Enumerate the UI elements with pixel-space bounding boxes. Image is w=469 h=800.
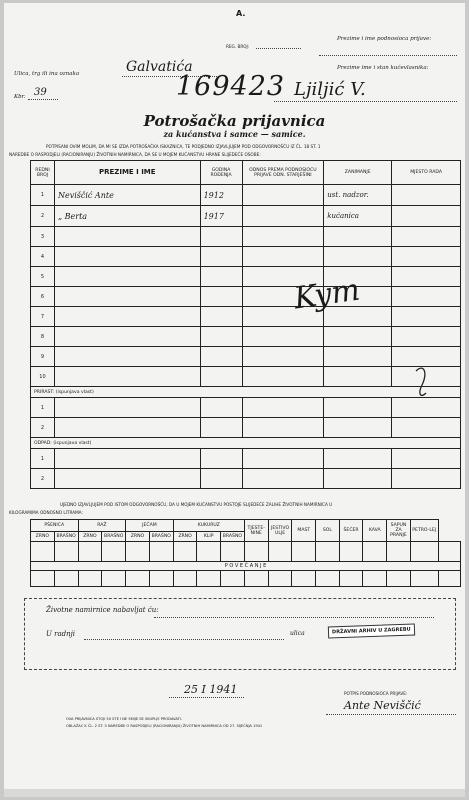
shop-label: U radnji [46,630,76,638]
row-number: 8 [31,327,55,347]
reg-label: REG. BROJ: [226,44,250,49]
landlord-value: Ljiljić V. [294,79,366,100]
sub-flour: BRAŠNO [149,532,173,542]
check-mark-icon [412,363,432,403]
supply-label: Životne namirnice nabavljat ću: [46,606,159,614]
stock-sugar: ŠEĆER [339,520,363,542]
intro-line-1: POTPISANI OVIM MOLIM, DA MI SE IZDA POTROŠAČKA ISKAZNICA, TE PODJEDNO IZJAVLJUJEM POD ODGOVORNOŠĆU IZ ČL. 18 ST. 1 [46,144,321,149]
street-value: Galvatića [126,59,193,75]
officer-scribble: Kym [291,272,363,317]
table-row [31,307,461,327]
applicant-label: Prezime i ime podnosioca prijave: [337,36,432,42]
stock-group-barley: JEČAM [126,520,174,532]
row-number: 4 [31,247,55,267]
col-place: MJESTO RADA [392,161,461,185]
form-letter: A. [236,9,246,18]
sub-grain: ZRNO [173,532,197,542]
street-label: Ulica, trg ili ina oznaka [14,71,80,77]
intro-line-2: NAREDBE O RASPODJELI (RACIONIRANJU) ŽIVOTNIH NAMIRNICA, DA SE U MOJEM KUĆANSTVU HRANE SLIJEDEĆE OSOBE: [9,152,261,157]
table-row [31,227,461,247]
table-row [31,185,461,206]
sub-grain: ZRNO [31,532,55,542]
row-occupation: ust. nadzor. [324,185,392,206]
stock-group-rye: RAŽ [78,520,126,532]
row-year: 1912 [200,185,242,206]
big-number: 169423 [176,71,286,102]
stock-line-2: KILOGRAMIMA ODNOSNO LITRAMA: [9,510,83,515]
signature-label: POTPIS PODNOSIOCA PRIJAVE: [344,691,408,696]
table-row [31,367,461,387]
house-no-value: 39 [34,87,47,98]
stock-group-wheat: PŠENICA [31,520,79,532]
sub-flour: BRAŠNO [102,532,126,542]
supply-line-1 [154,617,434,618]
row-number: 5 [31,267,55,287]
row-relation [242,185,324,206]
house-no-line [28,99,58,100]
signature-value: Ante Neviščić [344,699,421,712]
signature-line [326,714,456,715]
stock-group-corn: KUKURUZ [173,520,244,532]
stock-kerosene: PETRO-LEJ [410,520,438,542]
form-subtitle: za kućanstva i samce — samice. [163,129,306,139]
prirast-label: PRIRAST: (ispunjava vlast) [31,387,461,398]
table-row [31,469,461,489]
row-name: „ Berta [54,206,200,227]
bottom-edge [4,789,465,797]
table-row [31,267,461,287]
row-number: 1 [31,449,55,469]
row-number: 2 [31,469,55,489]
row-number: 1 [31,185,55,206]
row-occupation: kućanica [324,206,392,227]
table-row [31,247,461,267]
table-row [31,287,461,307]
row-number: 9 [31,347,55,367]
sub-grain: ZRNO [126,532,150,542]
reg-line [256,48,301,49]
note-line-1: OVA PRIJAVNICA STOJI 50 STE I NE SMIJE SE SKUPLJE PRODAVATI. [66,717,182,721]
col-relation: ODNOS PREMA PODNOSIOCU PRIJAVE ODN. STARJEŠINI [242,161,324,185]
stock-table [30,519,461,587]
landlord-label: Prezime ime i stan kućevlasnika: [337,65,429,71]
row-number: 3 [31,227,55,247]
stock-pasta: TJESTE-NINE [244,520,268,542]
stock-lard: MAST [292,520,316,542]
row-relation [242,206,324,227]
row-number: 7 [31,307,55,327]
stock-coffee: KAVA [363,520,387,542]
col-occupation: ZANIMANJE [324,161,392,185]
row-number: 2 [31,418,55,438]
date-value: 25 I 1941 [184,683,238,696]
row-place [392,206,461,227]
stock-oil: JESTIVO ULJE [268,520,292,542]
form-page [4,3,465,797]
odpad-label: ODPAD: (ispunjava vlast) [31,438,461,449]
row-place [392,185,461,206]
archive-stamp: DRŽAVNI ARHIV U ZAGREBU [328,623,415,638]
table-row [31,449,461,469]
applicant-line [319,55,457,56]
table-row [31,206,461,227]
street-label-supply: ulica [290,630,305,637]
table-row [31,327,461,347]
row-number: 1 [31,398,55,418]
household-table [30,160,461,489]
row-year: 1917 [200,206,242,227]
house-no-label: Kbr. [14,94,26,100]
sub-flour: BRAŠNO [54,532,78,542]
sub-flour: BRAŠNO [220,532,244,542]
table-row [31,347,461,367]
col-year: GODINA ROĐENJA [200,161,242,185]
col-no: REDNI BROJ [31,161,55,185]
shop-line [84,639,284,640]
row-number: 6 [31,287,55,307]
row-number: 10 [31,367,55,387]
povecanje-label: P O V E Ć A N J E [31,562,461,571]
stock-salt: SOL [316,520,340,542]
col-name: PREZIME I IME [54,161,200,185]
stock-line-1: UJEDNO IZJAVLJUJEM POD ISTOM ODGOVORNOŠĆU, DA U MOJEM KUĆANSTVU POSTOJE SLIJEDEĆE ZALIHE ŽIVOTNIH NAMIRNICA U [60,502,333,507]
landlord-line [274,101,457,102]
table-row [31,398,461,418]
row-name: Neviščić Ante [54,185,200,206]
sub-grain: ZRNO [78,532,102,542]
table-row [31,418,461,438]
row-number: 2 [31,206,55,227]
note-line-2: OBLAŽAC K ČL. 2 ST. 3 NAREDBE O RASPODJELI (RACIONIRANJU) ŽIVOTNIH NAMIRNICA OD 27. SIJEČNJA 1941 [66,724,263,728]
date-line [169,697,244,698]
stock-soap: SAPUN ZA PRANJE [387,520,411,542]
sub-cob: KLIP [197,532,221,542]
form-title: Potrošačka prijavnica [143,112,326,130]
